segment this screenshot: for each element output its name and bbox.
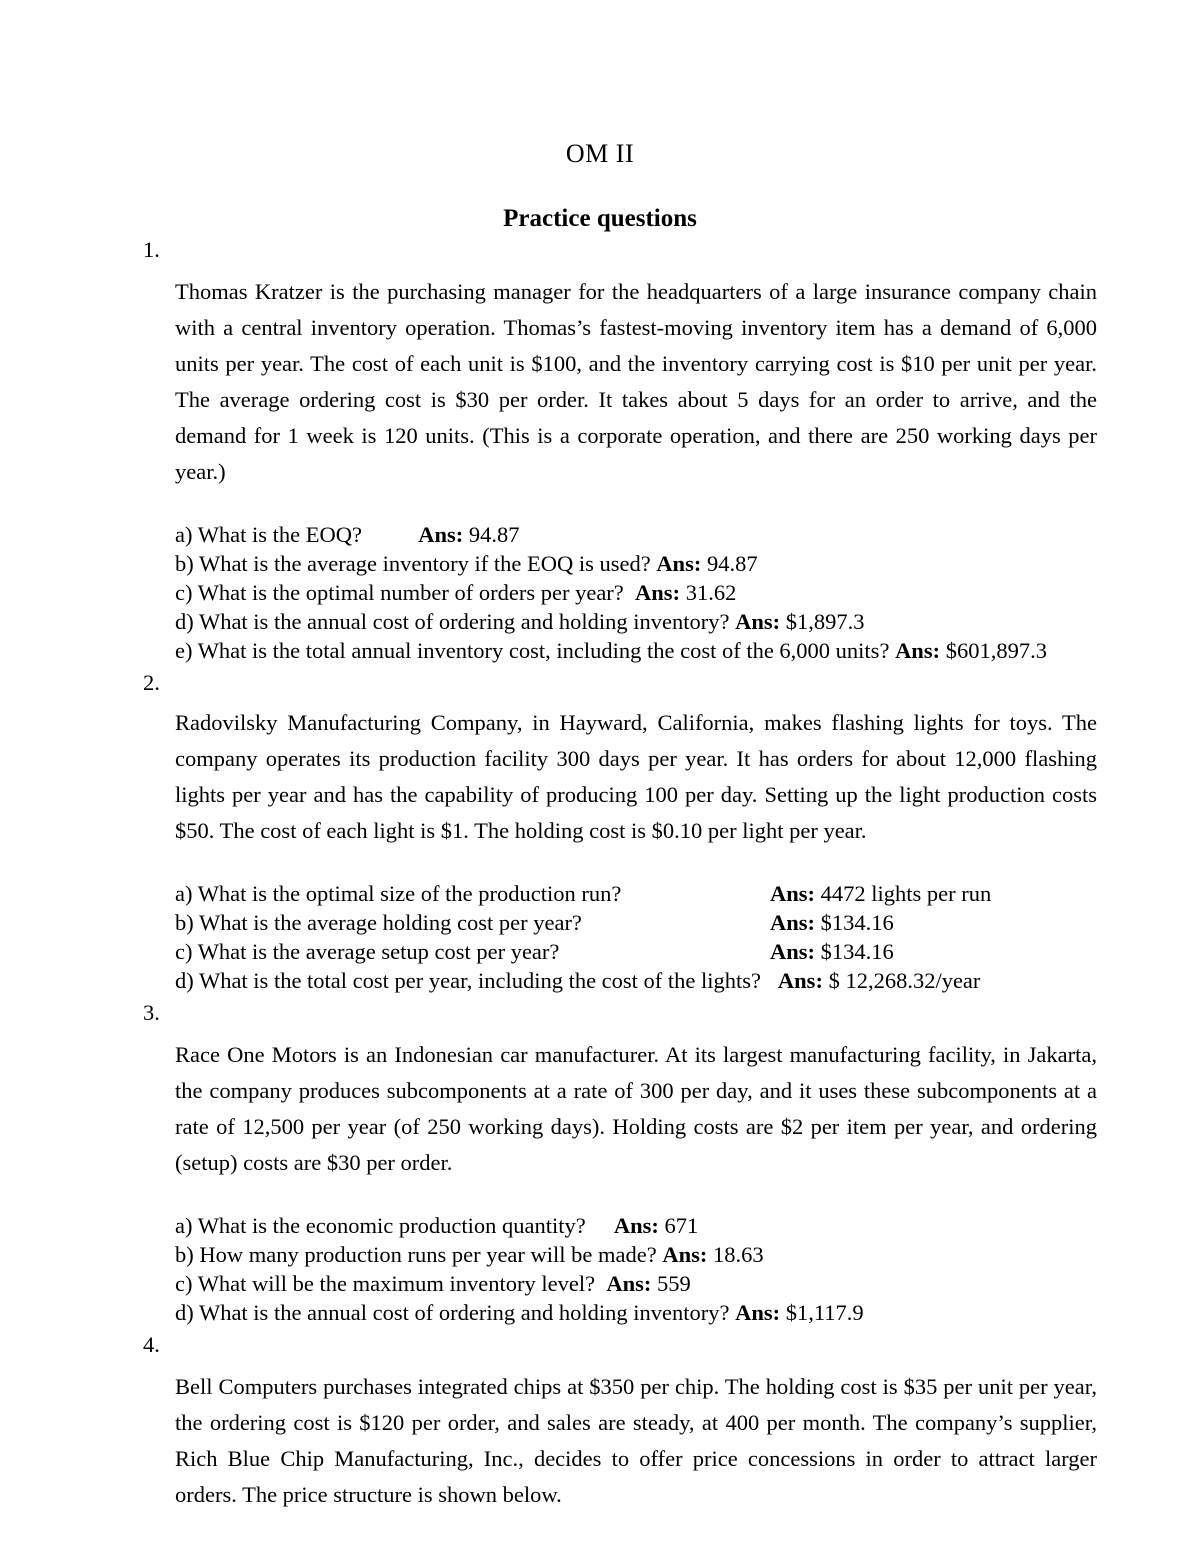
subquestion-list [175,849,1097,995]
subquestion-text: e) What is the total annual inventory cost, including the cost of the 6,000 units? [175,638,890,664]
question-item [0,1327,1200,1513]
answer-label: Ans: [635,580,681,606]
answer-value: 31.62 [685,580,737,606]
answer-label: Ans: [770,881,816,907]
subquestion-item [175,636,1097,665]
subquestion-list [175,1181,1097,1327]
answer-label: Ans: [735,609,781,635]
question-item [0,232,1200,665]
answer-value: $1,117.9 [785,1300,864,1326]
subquestion-item [175,1240,1097,1269]
subquestion-text: d) What is the annual cost of ordering and holding inventory? [175,1300,730,1326]
page-subtitle: Practice questions [503,204,697,232]
question-number: 3. [143,1000,160,1026]
subquestion-text: b) What is the average inventory if the EOQ is used? [175,551,651,577]
answer-label: Ans: [606,1271,652,1297]
page-title: OM II [565,139,635,168]
subquestion-item [175,1298,1097,1327]
question-number: 2. [143,670,160,696]
question-item [0,665,1200,995]
subquestion-text: a) What is the EOQ? [175,522,363,548]
answer-label: Ans: [656,551,702,577]
answer-label: Ans: [418,522,464,548]
question-item [0,995,1200,1327]
subquestion-item [175,937,1097,966]
answer-label: Ans: [895,638,941,664]
subquestion-text: d) What is the total cost per year, including the cost of the lights? [175,968,762,994]
answer-value: $134.16 [820,910,894,936]
answer-value: 94.87 [468,522,520,548]
question-body: Race One Motors is an Indonesian car manufacturer. At its largest manufacturing facility, in Jakarta, the company produces subcomponents at a rate of 300 per day, and it uses these subcomponents at a rate of 12,500 per year (of 250 working days). Holding costs are $2 per item per year, and ordering (setup) costs are $30 per order. [175,1042,1097,1176]
subquestion-text: b) How many production runs per year will be made? [175,1242,657,1268]
subquestion-list [175,490,1097,665]
question-number: 1. [143,237,160,263]
subquestion-item [175,908,1097,937]
subquestion-item [175,607,1097,636]
answer-label: Ans: [662,1242,708,1268]
subquestion-text: a) What is the economic production quantity? [175,1213,586,1239]
subquestion-item [175,578,1097,607]
subquestion-item [175,520,1097,549]
question-list [0,232,1200,1513]
answer-value: 671 [664,1213,699,1239]
subquestion-item [175,1211,1097,1240]
answer-label: Ans: [777,968,823,994]
answer-value: 559 [656,1271,691,1297]
subquestion-item [175,1269,1097,1298]
answer-label: Ans: [770,910,816,936]
subquestion-text: d) What is the annual cost of ordering and holding inventory? [175,609,730,635]
answer-value: $601,897.3 [945,638,1047,664]
answer-label: Ans: [735,1300,781,1326]
answer-value: 4472 lights per run [820,881,992,907]
subquestion-item [175,966,1097,995]
answer-label: Ans: [613,1213,659,1239]
subquestion-item [175,549,1097,578]
subquestion-text: b) What is the average holding cost per year? [175,910,582,936]
answer-value: $1,897.3 [785,609,865,635]
question-body: Radovilsky Manufacturing Company, in Hayward, California, makes flashing lights for toys. The company operates its production facility 300 days per year. It has orders for about 12,000 flashing lights per year and has the capability of producing 100 per day. Setting up the light production costs $50. The cost of each light is $1. The holding cost is $0.10 per light per year. [175,710,1097,844]
subquestion-item [175,879,1097,908]
subquestion-text: a) What is the optimal size of the production run? [175,881,622,907]
subquestion-text: c) What is the optimal number of orders per year? [175,580,624,606]
answer-value: 94.87 [706,551,758,577]
question-number: 4. [143,1332,160,1358]
answer-value: 18.63 [713,1242,764,1268]
answer-value: $ 12,268.32/year [828,968,981,994]
answer-value: $134.16 [820,939,894,965]
subquestion-text: c) What is the average setup cost per year? [175,939,560,965]
subquestion-text: c) What will be the maximum inventory level? [175,1271,596,1297]
answer-label: Ans: [770,939,816,965]
question-body: Bell Computers purchases integrated chips at $350 per chip. The holding cost is $35 per unit per year, the ordering cost is $120 per order, and sales are steady, at 400 per month. The company’s supplier, Rich Blue Chip Manufacturing, Inc., decides to offer price concessions in order to attract larger orders. The price structure is shown below. [175,1374,1097,1508]
question-body: Thomas Kratzer is the purchasing manager for the headquarters of a large insurance company chain with a central inventory operation. Thomas’s fastest-moving inventory item has a demand of 6,000 units per year. The cost of each unit is $100, and the inventory carrying cost is $10 per unit per year. The average ordering cost is $30 per order. It takes about 5 days for an order to arrive, and the demand for 1 week is 120 units. (This is a corporate operation, and there are 250 working days per year.) [175,279,1097,485]
